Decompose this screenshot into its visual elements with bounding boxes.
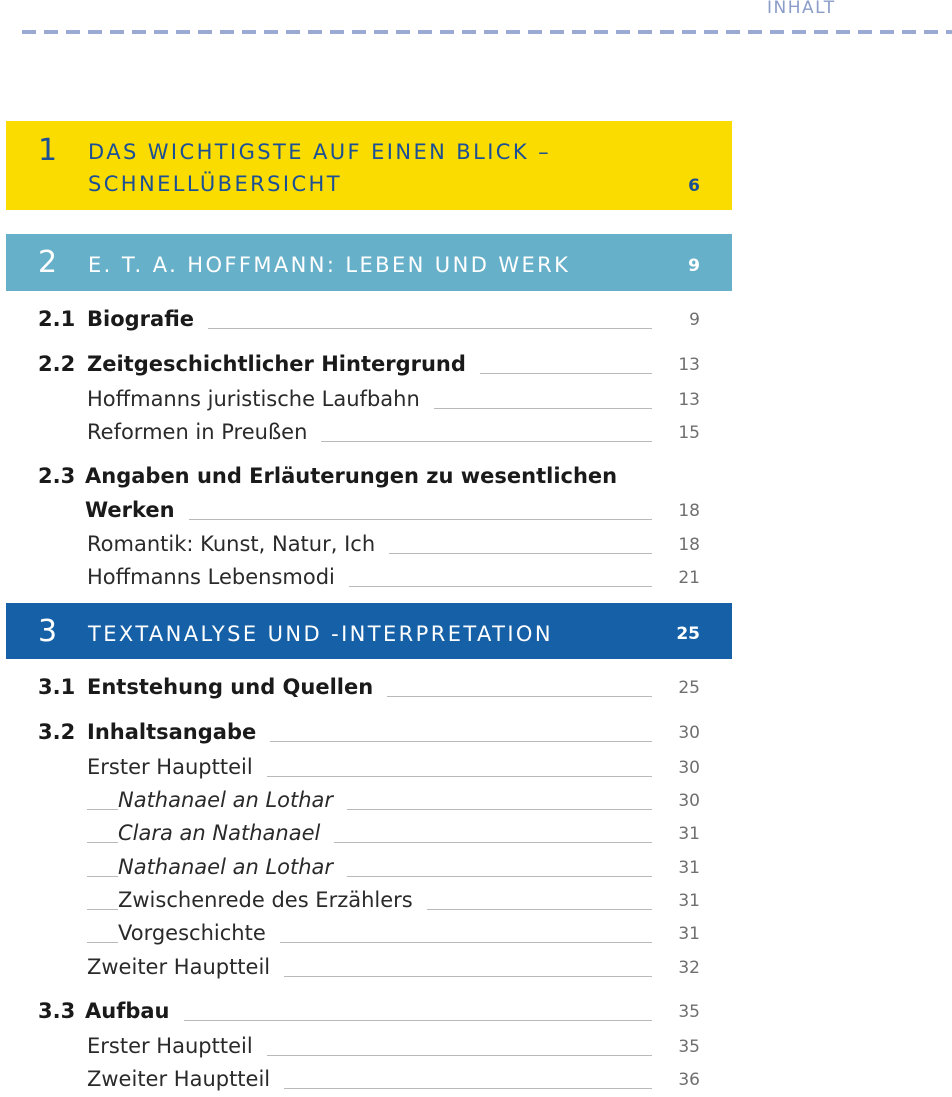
toc-entry[interactable]: [0, 387, 732, 417]
toc-entry[interactable]: [0, 307, 732, 337]
toc-entry[interactable]: [0, 464, 732, 494]
section-title: Hoffmanns juristische Laufbahn: [87, 387, 434, 411]
chapter-number: 3: [38, 614, 58, 649]
section-title: Biografie: [87, 307, 208, 331]
section-title: Entstehung und Quellen: [87, 675, 387, 699]
section-number: 2.3: [38, 464, 76, 488]
section-title: Zweiter Hauptteil: [87, 955, 284, 979]
page-number: 30: [678, 723, 700, 743]
toc-entry[interactable]: [0, 565, 732, 595]
page-number: 36: [678, 1070, 700, 1090]
page-number: 35: [678, 1037, 700, 1057]
section-number: 3.2: [38, 720, 76, 744]
chapter-title-line: DAS WICHTIGSTE AUF EINEN BLICK –: [88, 140, 552, 164]
toc-entry[interactable]: [0, 352, 732, 382]
page-number: 30: [678, 791, 700, 811]
page-number: 13: [678, 355, 700, 375]
section-number: 3.3: [38, 999, 76, 1023]
toc-entry[interactable]: [0, 955, 732, 985]
chapter-page: 25: [676, 624, 700, 644]
page-number: 32: [678, 958, 700, 978]
toc-entry[interactable]: [0, 755, 732, 785]
chapter-page: 6: [688, 176, 700, 196]
toc-entry[interactable]: [0, 420, 732, 450]
page-number: 15: [678, 423, 700, 443]
page-number: 31: [678, 891, 700, 911]
chapter-title: TEXTANALYSE UND -INTERPRETATION: [88, 622, 553, 646]
section-title: Romantik: Kunst, Natur, Ich: [87, 532, 389, 556]
toc-entry[interactable]: [0, 498, 732, 528]
section-title: Zwischenrede des Erzählers: [118, 888, 427, 912]
section-title: Hoffmanns Lebensmodi: [87, 565, 349, 589]
section-title: Nathanael an Lothar: [118, 855, 347, 879]
toc-entry[interactable]: [0, 855, 732, 885]
page-number: 35: [678, 1002, 700, 1022]
toc-entry[interactable]: [0, 821, 732, 851]
dashed-rule: [22, 30, 952, 34]
page-number: 30: [678, 758, 700, 778]
chapter-title-line: SCHNELLÜBERSICHT: [88, 172, 342, 196]
chapter-title: [88, 136, 648, 200]
toc-entry[interactable]: [0, 675, 732, 705]
toc-entry[interactable]: [0, 1067, 732, 1097]
section-number: 2.2: [38, 352, 76, 376]
page-number: 25: [678, 678, 700, 698]
chapter-title: E. T. A. HOFFMANN: LEBEN UND WERK: [88, 253, 571, 277]
toc-entry[interactable]: [0, 532, 732, 562]
toc-entry[interactable]: [0, 999, 732, 1029]
section-number: 2.1: [38, 307, 76, 331]
section-title: Erster Hauptteil: [87, 1034, 267, 1058]
chapter-3-band[interactable]: [6, 603, 732, 659]
chapter-2-band[interactable]: [6, 234, 732, 291]
section-title: Angaben und Erläuterungen zu wesentlichen: [85, 464, 631, 488]
page-number: 31: [678, 858, 700, 878]
section-title: Nathanael an Lothar: [118, 788, 347, 812]
section-title: Inhaltsangabe: [87, 720, 270, 744]
page-number: 18: [678, 535, 700, 555]
toc-entry[interactable]: [0, 921, 732, 951]
page-number: 13: [678, 390, 700, 410]
section-title: Clara an Nathanael: [118, 821, 334, 845]
section-title: Reformen in Preußen: [87, 420, 321, 444]
toc-entry[interactable]: [0, 888, 732, 918]
page-number: 31: [678, 824, 700, 844]
section-title: Erster Hauptteil: [87, 755, 267, 779]
section-number: 3.1: [38, 675, 76, 699]
chapter-1-band[interactable]: [6, 121, 732, 210]
page-number: 9: [689, 310, 700, 330]
chapter-number: 2: [38, 245, 58, 280]
toc-entry[interactable]: [0, 788, 732, 818]
section-title: Vorgeschichte: [118, 921, 280, 945]
page-number: 18: [678, 501, 700, 521]
section-title: Zweiter Hauptteil: [87, 1067, 284, 1091]
page-number: 21: [678, 568, 700, 588]
toc-entry[interactable]: [0, 720, 732, 750]
chapter-page: 9: [688, 256, 700, 276]
toc-entry[interactable]: [0, 1034, 732, 1064]
chapter-number: 1: [38, 133, 58, 168]
section-title: Werken: [85, 498, 189, 522]
section-title: Zeitgeschichtlicher Hintergrund: [87, 352, 480, 376]
running-head: INHALT: [767, 0, 836, 18]
section-title: Aufbau: [85, 999, 184, 1023]
page-number: 31: [678, 924, 700, 944]
